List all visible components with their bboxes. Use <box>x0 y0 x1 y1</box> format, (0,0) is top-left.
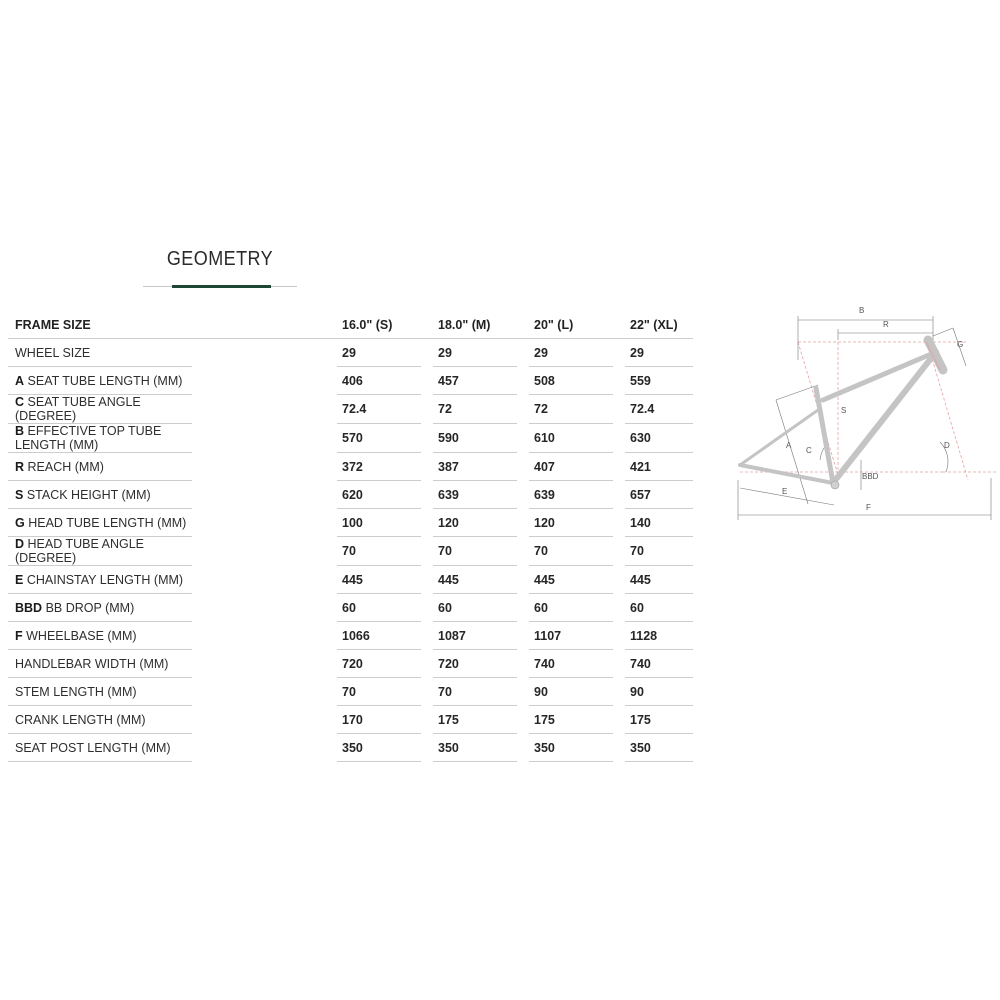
table-cell: 1087 <box>433 622 517 650</box>
row-code: B <box>15 424 25 438</box>
table-row <box>8 678 693 706</box>
bottom-bracket <box>831 481 839 489</box>
table-cell: 120 <box>433 509 517 537</box>
table-cell: 508 <box>529 367 613 395</box>
table-row <box>8 734 693 762</box>
row-label <box>8 339 192 367</box>
table-cell: 630 <box>625 424 693 453</box>
table-cell: 445 <box>529 566 613 594</box>
row-code: D <box>15 537 25 551</box>
row-label <box>8 509 192 537</box>
table-cell: 350 <box>625 734 693 762</box>
table-cell: 445 <box>625 566 693 594</box>
table-row <box>8 509 693 537</box>
label-f: F <box>866 503 871 512</box>
table-cell: 1066 <box>337 622 421 650</box>
row-name: SEAT TUBE LENGTH (MM) <box>27 373 183 388</box>
table-row <box>8 622 693 650</box>
header-row <box>8 311 693 339</box>
table-cell: 72 <box>529 395 613 424</box>
table-row <box>8 367 693 395</box>
size-l-header: 20" (L) <box>529 311 613 339</box>
row-name: STEM LENGTH (MM) <box>15 684 137 699</box>
geometry-table <box>8 311 693 762</box>
table-cell: 387 <box>433 453 517 481</box>
label-a: A <box>786 441 792 450</box>
size-m-header: 18.0" (M) <box>433 311 517 339</box>
table-cell: 90 <box>529 678 613 706</box>
row-code: C <box>15 395 25 409</box>
table-cell: 610 <box>529 424 613 453</box>
table-row <box>8 395 693 424</box>
row-code: G <box>15 515 25 530</box>
row-label <box>8 566 192 594</box>
table-cell: 740 <box>529 650 613 678</box>
row-label <box>8 395 192 424</box>
table-row <box>8 481 693 509</box>
row-name: WHEELBASE (MM) <box>26 628 137 643</box>
row-name: REACH (MM) <box>27 459 104 474</box>
label-r: R <box>883 320 889 329</box>
table-cell: 372 <box>337 453 421 481</box>
page-title: GEOMETRY <box>166 248 274 270</box>
table-cell: 657 <box>625 481 693 509</box>
table-cell: 639 <box>529 481 613 509</box>
row-name: WHEEL SIZE <box>15 345 91 360</box>
table-cell: 70 <box>433 678 517 706</box>
row-code: F <box>15 628 23 643</box>
row-name: HEAD TUBE LENGTH (MM) <box>28 515 187 530</box>
table-cell: 72.4 <box>337 395 421 424</box>
size-s-header: 16.0" (S) <box>337 311 421 339</box>
dimension-lines <box>738 316 991 520</box>
table-cell: 29 <box>433 339 517 367</box>
row-label <box>8 424 192 453</box>
table-cell: 70 <box>433 537 517 566</box>
table-row <box>8 537 693 566</box>
row-name: SEAT POST LENGTH (MM) <box>15 740 171 755</box>
row-name: CRANK LENGTH (MM) <box>15 712 146 727</box>
row-label <box>8 594 192 622</box>
table-cell: 60 <box>529 594 613 622</box>
size-xl-header: 22" (XL) <box>625 311 693 339</box>
row-code: E <box>15 572 24 587</box>
table-cell: 421 <box>625 453 693 481</box>
dashed-guides <box>740 342 996 480</box>
table-cell: 70 <box>625 537 693 566</box>
table-cell: 70 <box>337 678 421 706</box>
table-cell: 740 <box>625 650 693 678</box>
table-cell: 407 <box>529 453 613 481</box>
table-cell: 406 <box>337 367 421 395</box>
table-cell: 29 <box>337 339 421 367</box>
table-cell: 175 <box>625 706 693 734</box>
geometry-table-body <box>8 339 693 762</box>
frame-geometry-diagram <box>728 300 996 530</box>
row-label <box>8 367 192 395</box>
table-cell: 100 <box>337 509 421 537</box>
table-cell: 1128 <box>625 622 693 650</box>
row-name: HANDLEBAR WIDTH (MM) <box>15 656 169 671</box>
table-cell: 70 <box>529 537 613 566</box>
table-row <box>8 453 693 481</box>
table-row <box>8 566 693 594</box>
label-g: G <box>957 340 964 349</box>
row-label <box>8 537 192 566</box>
row-name: EFFECTIVE TOP TUBE LENGTH (MM) <box>15 424 162 452</box>
row-name: STACK HEIGHT (MM) <box>26 487 151 502</box>
table-cell: 350 <box>529 734 613 762</box>
table-cell: 1107 <box>529 622 613 650</box>
row-label <box>8 481 192 509</box>
row-label <box>8 706 192 734</box>
table-cell: 29 <box>625 339 693 367</box>
table-cell: 570 <box>337 424 421 453</box>
table-cell: 90 <box>625 678 693 706</box>
table-row <box>8 650 693 678</box>
title-accent-bar <box>172 285 271 288</box>
table-cell: 445 <box>433 566 517 594</box>
row-name: SEAT TUBE ANGLE (DEGREE) <box>15 395 141 423</box>
table-cell: 72 <box>433 395 517 424</box>
label-b: B <box>859 306 865 315</box>
label-e: E <box>782 487 788 496</box>
row-label <box>8 453 192 481</box>
row-label <box>8 622 192 650</box>
table-cell: 72.4 <box>625 395 693 424</box>
table-row <box>8 339 693 367</box>
table-cell: 620 <box>337 481 421 509</box>
table-cell: 590 <box>433 424 517 453</box>
table-cell: 350 <box>337 734 421 762</box>
table-cell: 445 <box>337 566 421 594</box>
label-s: S <box>841 406 847 415</box>
label-c: C <box>806 446 812 455</box>
table-cell: 175 <box>433 706 517 734</box>
table-cell: 720 <box>337 650 421 678</box>
row-name: BB DROP (MM) <box>45 600 135 615</box>
row-code: BBD <box>15 600 43 615</box>
table-cell: 350 <box>433 734 517 762</box>
table-row <box>8 594 693 622</box>
frame-size-header: FRAME SIZE <box>8 311 192 339</box>
table-cell: 60 <box>625 594 693 622</box>
table-cell: 60 <box>337 594 421 622</box>
table-cell: 29 <box>529 339 613 367</box>
row-code: R <box>15 459 25 474</box>
table-cell: 70 <box>337 537 421 566</box>
table-cell: 120 <box>529 509 613 537</box>
label-d: D <box>944 441 950 450</box>
table-cell: 60 <box>433 594 517 622</box>
table-cell: 639 <box>433 481 517 509</box>
table-row <box>8 706 693 734</box>
table-cell: 170 <box>337 706 421 734</box>
row-label <box>8 678 192 706</box>
table-cell: 559 <box>625 367 693 395</box>
table-cell: 140 <box>625 509 693 537</box>
label-bbd: BBD <box>862 472 879 481</box>
table-cell: 175 <box>529 706 613 734</box>
row-name: CHAINSTAY LENGTH (MM) <box>26 572 184 587</box>
table-cell: 457 <box>433 367 517 395</box>
row-label <box>8 650 192 678</box>
row-label <box>8 734 192 762</box>
row-code: S <box>15 487 24 502</box>
table-cell: 720 <box>433 650 517 678</box>
row-code: A <box>15 373 25 388</box>
table-row <box>8 424 693 453</box>
row-name: HEAD TUBE ANGLE (DEGREE) <box>15 537 144 565</box>
